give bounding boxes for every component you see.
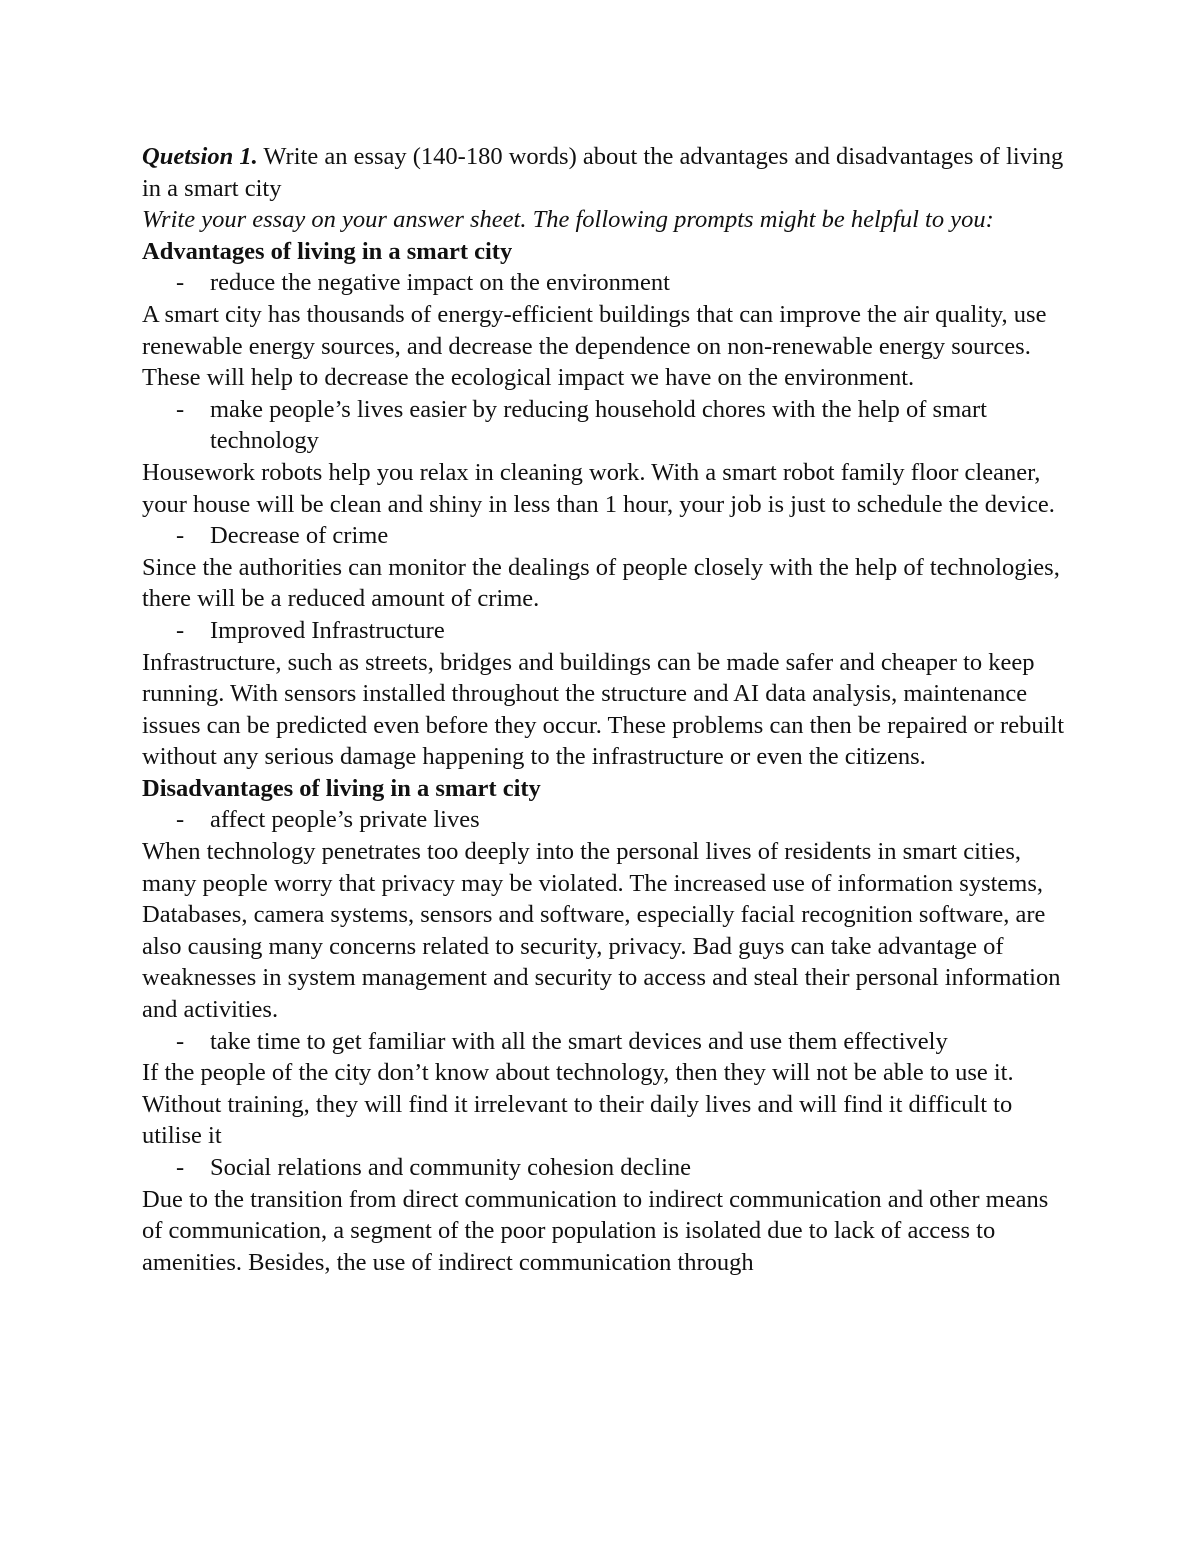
advantage-point-4: Improved Infrastructure	[210, 616, 445, 644]
advantage-text-2: Housework robots help you relax in cleaning work. With a smart robot family floor cleaner, your house will be clean and shiny in less than 1 hour, your job is just to schedule the device.	[142, 458, 1055, 518]
advantage-text-1: A smart city has thousands of energy-efficient buildings that can improve the air quality, use renewable energy sources, and decrease the dependence on non-renewable energy sources. These will help to decrease the ecological impact we have on the environment.	[142, 300, 1047, 392]
bullet-dash: -	[176, 395, 185, 423]
question-label: Quetsion 1.	[142, 143, 258, 170]
disadvantage-bullet-2	[142, 1026, 1072, 1058]
question-prompt	[142, 141, 1072, 204]
disadvantage-text-1: When technology penetrates too deeply into the personal lives of residents in smart cities, many people worry that privacy may be violated. The increased use of information systems, Databases, camera systems, sensors and software, especially facial recognition software, are also causing many concerns related to security, privacy. Bad guys can take advantage of weaknesses in system management and security to access and steal their personal information and activities.	[142, 838, 1061, 1024]
disadvantage-bullet-1	[142, 804, 1072, 836]
advantage-point-1: reduce the negative impact on the environment	[210, 269, 670, 297]
disadvantage-point-2: take time to get familiar with all the smart devices and use them effectively	[210, 1027, 948, 1055]
advantage-bullet-2	[142, 394, 1072, 457]
question-instruction: Write your essay on your answer sheet. The following prompts might be helpful to you:	[142, 206, 994, 234]
bullet-dash: -	[176, 806, 185, 834]
advantage-bullet-1	[142, 267, 1072, 299]
bullet-dash: -	[176, 1154, 185, 1181]
disadvantage-bullet-3	[142, 1152, 1072, 1184]
bullet-dash: -	[176, 269, 185, 297]
disadvantage-point-1: affect people’s private lives	[210, 806, 480, 834]
disadvantage-text-3: Due to the transition from direct communication to indirect communication and other means of communication, a segment of the poor population is isolated due to lack of access to amenities. Besides, the use of indirect communication through	[142, 1185, 1049, 1276]
advantage-bullet-4	[142, 615, 1072, 647]
bullet-dash: -	[176, 522, 185, 550]
advantages-heading: Advantages of living in a smart city	[142, 237, 513, 265]
bullet-dash: -	[176, 616, 185, 644]
advantage-point-2: make people’s lives easier by reducing household chores with the help of smart technology	[210, 395, 987, 455]
advantage-point-3: Decrease of crime	[210, 522, 389, 550]
disadvantage-text-2: If the people of the city don’t know about technology, then they will not be able to use it. Without training, they will find it irrelevant to their daily lives and will find it difficult to utilise it	[142, 1059, 1014, 1150]
advantage-bullet-3	[142, 520, 1072, 552]
question-text: Write an essay (140-180 words) about the advantages and disadvantages of living in a smart city	[142, 143, 1064, 202]
disadvantage-point-3: Social relations and community cohesion decline	[210, 1154, 692, 1181]
advantage-text-4: Infrastructure, such as streets, bridges and buildings can be made safer and cheaper to keep running. With sensors installed throughout the structure and AI data analysis, maintenance issues can be predicted even before they occur. These problems can then be repaired or rebuilt without any serious damage happening to the infrastructure or even the citizens.	[142, 648, 1065, 771]
advantage-text-3: Since the authorities can monitor the dealings of people closely with the help of technologies, there will be a reduced amount of crime.	[142, 553, 1060, 613]
disadvantages-heading: Disadvantages of living in a smart city	[142, 774, 541, 802]
bullet-dash: -	[176, 1027, 185, 1055]
document-page	[142, 141, 1072, 1278]
